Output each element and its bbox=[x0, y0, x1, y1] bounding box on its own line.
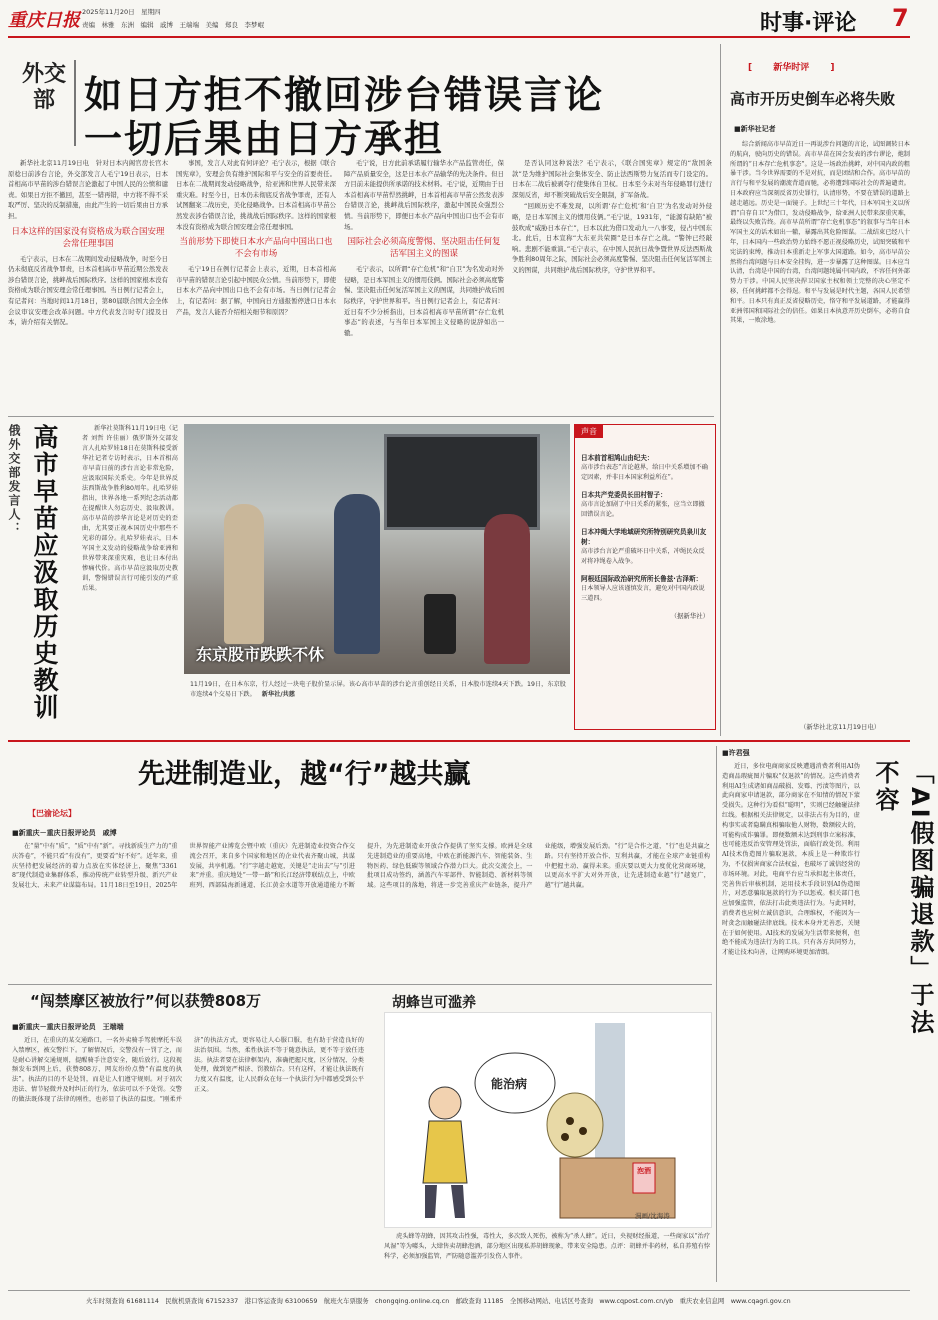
manufacturing-tag: 【巴渝论坛】 bbox=[28, 809, 76, 818]
photo-overlay-caption: 东京股市跌跌不休 bbox=[196, 645, 325, 664]
lead-col2b-para: 毛宁19日在例行记者会上表示，近期，日本首相高市早苗的错误言论引起中国民众公愤。当前形势下，即使日本水产品向中国出口也不会有市场。当日例行记者会上，有记者问：据了解，中国向日方通报暂停进口日本水产品，发言人能否介绍相关细节和原因？ bbox=[176, 265, 336, 316]
lead-col-3 bbox=[344, 158, 504, 410]
wasp-icon bbox=[566, 1117, 574, 1125]
masthead bbox=[0, 0, 918, 40]
kicker-bracket bbox=[68, 60, 76, 146]
fine-byline: ■新重庆－重庆日报评论员 王端端 bbox=[12, 1023, 124, 1031]
voice-item bbox=[581, 490, 709, 519]
lead-col-1 bbox=[8, 158, 168, 410]
lead-col1b-para: 毛宁表示，日本在二战期间发动侵略战争，时至今日仍未彻底反省战争罪责，日本首相高市早苗近期公然发表涉台错误言论，挑衅战后国际秩序。这样的国家根本没有资格成为联合国安理会常任理事国。当日例行记者会上，有记者问：当地时间11月18日，第80届联合国大会全体会议审议安理会改革问题。中方代表发言时专门提及日本，请介绍有关情况。 bbox=[8, 254, 168, 327]
lead-col3-subhead: 国际社会必须高度警惕、坚决阻击任何复活军国主义的图谋 bbox=[347, 237, 501, 260]
japan-body bbox=[82, 424, 178, 734]
photo-caption-text: 11月19日，在日本东京，行人经过一块电子股价显示屏。该心高市早苗的涉台论言重创经日关系，日本股市连续4天下跌。19日，东京股市连续4个交易日下跌。 bbox=[190, 681, 566, 698]
lead-col4-para: 是否认同这种说法？毛宁表示，《联合国宪章》规定的“敌国条款”是为维护国际社会集体安全、防止法西斯势力复活而专门设定的。日本在二战后被剥夺行使集体自卫权。日本至今未对当年侵略罪行进行深刻反省，却不断突破战后安全限制，扩军备战。 bbox=[512, 159, 712, 199]
sidebar-tag bbox=[748, 60, 835, 73]
lead-col-4 bbox=[512, 158, 712, 410]
date-line: 2025年11月20日 星期四 bbox=[82, 8, 161, 16]
bottom-section-rule bbox=[8, 984, 712, 985]
right-column-divider bbox=[716, 746, 717, 1282]
wasp-icon bbox=[561, 1133, 569, 1141]
mid-rule bbox=[8, 740, 910, 742]
sidebar-title: 高市开历史倒车必将失败 bbox=[730, 90, 896, 108]
ai-byline: ■许君强 bbox=[722, 749, 750, 757]
cartoon-caption-para: 虎头蜂等胡蜂，因其攻击性强，毒性大，多次致人死伤，被称为“杀人蜂”。近日，央视财经报道，一些商家以“治疗风湿”等为噱头，大肆售卖胡蜂泡酒，部分地区出现私养胡蜂现象，带来安全隐患。点评：胡蜂并非药材，私自养殖有悖科学，必须加强监管，严防随意滥养引发伤人事件。 bbox=[384, 1233, 710, 1260]
bracket-right-icon: ] bbox=[830, 63, 835, 73]
lead-col-2 bbox=[176, 158, 336, 410]
japan-vkicker: 俄外交部发言人： bbox=[7, 424, 21, 536]
wasp-jar bbox=[547, 1093, 603, 1157]
voices-list bbox=[581, 453, 709, 620]
lead-headline-2: 一切后果由日方承担 bbox=[84, 117, 445, 161]
lead-col1-para: 新华社北京11月19日电 针对日本内阁官房长官木原稔日前涉台言论，外交部发言人毛宁19日表示，日本首相高市早苗的涉台错误言论激起了中国人民的公愤和谴责。如果日方拒不撤回，甚至一错再错，中方将不得不采取严厉、坚决的反制措施，由此产生的一切后果由日方承担。 bbox=[8, 159, 168, 220]
photo-caption bbox=[190, 680, 566, 712]
voice-item bbox=[581, 527, 709, 566]
footer-rule bbox=[8, 1290, 910, 1291]
lead-col1-subhead: 日本这样的国家没有资格成为联合国安理会常任理事国 bbox=[11, 226, 165, 249]
lead-col3-para: 毛宁说，日方此前承诺履行输华水产品监管责任，保障产品质量安全，这是日本水产品输华的先决条件。但日方目前未能提供所承诺的技术材料。毛宁说，近期由于日本首相高市早苗悍然挑衅，日本首相高市早苗公然发表涉台错误言论，挑衅战后国际秩序，激起中国民众强烈公愤。当前形势下，即便日本水产品向中国出口也不会有市场。 bbox=[344, 159, 504, 231]
voices-box bbox=[574, 424, 716, 730]
lead-col2-para: 事国，发言人对此有何评论？毛宁表示，根据《联合国宪章》，安理会负有维护国际和平与安全的首要责任。日本在二战期间发动侵略战争，给亚洲和世界人民带来深重灾难。时至今日，日本仍未彻底反省战争罪责，还有人试图翻案二战历史，美化侵略战争。日本首相高市早苗公然发表涉台错误言论，挑战战后国际秩序。这样的国家根本没有资格成为联合国安理会常任理事国。 bbox=[176, 159, 336, 231]
cartoon-panel bbox=[384, 1012, 712, 1228]
wasp-icon bbox=[579, 1127, 587, 1135]
sidebar-byline: ■新华社记者 bbox=[734, 125, 776, 133]
footer-service-line: 火车时刻查询 61681114 民航机票查询 67152337 港口客运查询 63100659 航班火车票服务 chongqing.online.cq.cn 邮政查询 11185 全国移动网站、电话区号查询 www.cqpost.com.cn/yb 重庆农业信息网 www.cqagri.gov.cn bbox=[86, 1297, 791, 1305]
lead-col4b-para: “回顾历史不难发现，以所谓‘存亡危机’和‘自卫’为名发动对外侵略，是日本军国主义的惯用伎俩。”毛宁说，1931年，“能源有缺陷”被鼓吹成“威胁日本存亡”，日本以此为借口发动九一八事变，侵占中国东北。此后，日本宣称“大东亚共荣圈”是日本存亡之战。“警钟已经敲响。悲剧不能重演。”毛宁表示，在中国人民抗日战争暨世界反法西斯战争胜利80周年之际，国际社会必须高度警惕、坚决阻击任何复活军国主义的图谋，共同维护战后国际秩序，守护世界和平。 bbox=[512, 202, 712, 274]
page-number: 7 bbox=[892, 4, 909, 32]
voice-speaker: 阿根廷国际政治研究所所长鲁兹·古泽斯： bbox=[581, 575, 703, 583]
cartoon-caption bbox=[384, 1232, 710, 1280]
japan-para: 新华社莫斯科11月19日电（记者 刘哲 许佳丽）俄罗斯外交部发言人扎哈罗娃18日在莫斯科接受新华社记者专访时表示，日本首相高市早苗日前的涉台言论非常危险，应汲取国际关系史。今年是世界反法西斯战争胜利80周年。扎哈罗娃指出，世界各地一系列纪念活动都在提醒世人勿忘历史、汲取教训。高市早苗的涉华言论是对历史的歪曲，尤其要正视本国历史中那些不光彩的部分。扎哈罗娃表示，日本军国主义发动的侵略战争给亚洲和世界带来深重灾难，也让日本付出惨痛代价。高市早苗应汲取历史教训，警惕错误言行可能引发的严重后果。 bbox=[82, 425, 178, 592]
sidebar-dateline: （新华社北京11月19日电） bbox=[800, 723, 881, 731]
photo-pedestrian-3 bbox=[484, 514, 530, 664]
ai-vtitle: 「AI假图骗退款」于法不容 bbox=[871, 760, 934, 1037]
sidebar-divider bbox=[720, 44, 721, 736]
cartoon-title: 胡蜂岂可滥养 bbox=[392, 995, 476, 1011]
voice-quote: 高市言论加剧了中日关系的紧张，应当立即撤回错误言论。 bbox=[581, 501, 705, 518]
lead-col3b-para: 毛宁表示，以所谓“存亡危机”和“自卫”为名发动对外侵略，是日本军国主义的惯用伎俩。国际社会必须高度警惕、坚决阻击任何复活军国主义的图谋，共同维护战后国际秩序，守护世界和平。当日例行记者会上，有记者问：近日有不少分析指出，日本首相高市早苗所谓“存亡危机事态”的表述，与当年日本军国主义侵略的说辞如出一辙。 bbox=[344, 265, 504, 337]
voice-item bbox=[581, 574, 709, 603]
lead-headline-1: 如日方拒不撤回涉台错误言论 bbox=[84, 73, 605, 117]
manufacturing-body bbox=[12, 842, 710, 978]
fine-body bbox=[12, 1036, 364, 1278]
sidebar-tag-text: 新华时评 bbox=[773, 63, 810, 73]
sidebar-para: 综合新闻高市早苗近日一再说涉台问题的言论，试图调转日本的航向，驶向历史的错误。高市早苗在国会发表的涉台谬论，炮制所谓的“日本存亡危机事态”。这是一场政治挑衅，对中国内政的粗暴干涉。当今世界需要的不是对抗，而是团结和合作。高市早苗的言行与和平发展的潮流背道而驰，必将遭到国际社会的普遍谴责。日本政府应当深刻反省历史罪行，认清形势，不要在错误的道路上越走越远。历史是一面镜子。上世纪三十年代，日本军国主义以所谓“自存自卫”为借口，发动侵略战争，给亚洲人民带来深重灾难，最终以失败告终。高市早苗所谓“存亡危机事态”的叙事与当年日本军国主义的话术如出一辙，暴露出其危险图谋。二战结束已经八十年，日本国内一些政治势力始终不愿正视侵略历史，试图突破和平宪法的束缚，推动日本重新走上军事大国道路。如今，高市早苗公然将台湾问题与日本安全挂钩，进一步暴露了这种图谋。日本应当认清，台湾是中国的台湾，台湾问题纯属中国内政，不容任何外部势力干涉。中国人民坚决捍卫国家主权和领土完整的决心坚定不移，任何挑衅都不会得逞。和平与发展是时代主题，各国人民希望和平。日本只有真正反省侵略历史，恪守和平发展道路，才能赢得亚洲邻国和国际社会的信任。如果日本执意开历史倒车，必将自食其果，一败涂地。 bbox=[730, 141, 910, 325]
lead-kicker-text: 外交部 bbox=[22, 62, 67, 113]
lead-col2-subhead: 当前形势下即使日本水产品向中国出口也不会有市场 bbox=[179, 237, 333, 260]
shop-counter bbox=[560, 1158, 675, 1218]
news-photo bbox=[184, 424, 570, 674]
customer-head bbox=[429, 1087, 461, 1119]
lead-bottom-rule bbox=[8, 416, 714, 417]
cartoon-sign-text: 能治病 bbox=[491, 1077, 528, 1091]
ai-body bbox=[722, 762, 860, 1274]
fine-headline: “闯禁摩区被放行”何以获赞808万 bbox=[30, 992, 262, 1010]
photo-credit: 新华社/共慈 bbox=[261, 691, 295, 698]
photo-pedestrian-1 bbox=[224, 504, 264, 644]
cartoon-credit: 漫画/沈海涛 bbox=[635, 1212, 670, 1220]
newspaper-logo: 重庆日报 bbox=[8, 10, 80, 31]
customer-legs bbox=[425, 1185, 465, 1218]
manufacturing-headline: 先进制造业，越“行”越共赢 bbox=[138, 759, 471, 790]
fine-para: 近日，在重庆的某交通路口，一名外卖骑手驾驶摩托车误入禁摩区，被交警拦下。了解情况后，交警没有一罚了之，而是耐心讲解交通规则，提醒骑手注意安全，随后放行。这段视频发布到网上后，获赞808万，网友纷纷点赞“有温度的执法”。执法的目的不是处罚，而是让人们遵守规则。对于初次违法、情节轻微并及时纠正的行为，依法可以不予处罚。交警的做法既体现了法律的刚性，也彰显了执法的温度。“刚柔并济”的执法方式，更容易让人心服口服，也有助于营造良好的法治氛围。当然，柔性执法不等于随意执法，更不等于放任违法。执法者要在法律框架内，准确把握尺度，区分情况、分类处理，做到宽严相济、罚教结合。只有这样，才能让执法既有力度又有温度，让人民群众在每一个执法行为中都感受到公平正义。 bbox=[12, 1037, 364, 1103]
editor-line: 责编 林雅 东洲 编辑 戚博 王端端 美编 郑良 李梦岷 bbox=[82, 21, 264, 29]
voice-quote: 高市涉台表态“言论越界，给日中关系增加不确定因素，并非日本国家利益所在”。 bbox=[581, 464, 708, 481]
masthead-rule bbox=[8, 36, 910, 38]
voice-quote: 日本领导人应该谨慎发言，避免对中国内政说三道四。 bbox=[581, 585, 705, 602]
voice-speaker: 日本冲绳大学地域研究所特别研究员泉川友树： bbox=[581, 528, 707, 546]
section-title: 时事·评论 bbox=[760, 11, 857, 36]
cartoon-drawing bbox=[385, 1013, 711, 1227]
customer-body bbox=[423, 1121, 467, 1183]
sidebar-body bbox=[730, 140, 910, 718]
manufacturing-para: 在“量”中有“质”，“质”中有“新”。寻找新质生产力的“重庆答卷”，不能只看“有没有”，更要看“好不好”。近年来，重庆坚持把发展经济的着力点放在实体经济上，聚焦“33618”现代制造业集群体系，推动传统产业转型升级、新兴产业发展壮大、未来产业谋篇布局。11月18日至19日，2025年世界智能产业博览会暨中欧（重庆）先进制造业投资合作交流会召开，来自多个国家和地区的企业代表齐聚山城，共谋发展，共享机遇。“行”字越走越宽，关键是“走出去”与“引进来”并重。重庆地处“一带一路”和长江经济带联结点上，中欧班列、西部陆海新通道、长江黄金水道等开放通道能力不断提升，为先进制造业开放合作提供了坚实支撑。欧洲是全球先进制造业的重要高地，中欧在新能源汽车、智能装备、生物医药、绿色低碳等领域合作潜力巨大。此次交流会上，一批项目成功签约，涵盖汽车零部件、智能制造、新材料等领域。这些项目的落地，将进一步完善重庆产业链条，提升产业能级，增强发展后劲。“行”是合作之道，“行”也是共赢之路。只有坚持开放合作、互利共赢，才能在全球产业链重构中把握主动、赢得未来。重庆要以更大力度优化营商环境，以更高水平扩大对外开放，让先进制造业越“行”越宽广，越“行”越共赢。 bbox=[12, 843, 710, 890]
voice-quote: 高市涉台言论严重破坏日中关系，冲绳民众反对将冲绳卷入战争。 bbox=[581, 548, 705, 565]
japan-vtitle: 高市早苗应汲取历史教训 bbox=[30, 424, 59, 721]
photo-suitcase bbox=[424, 594, 456, 654]
voice-speaker: 日本前首相鸠山由纪夫： bbox=[581, 454, 654, 462]
cartoon-jar-text: 泡酒 bbox=[637, 1167, 651, 1175]
lead-kicker bbox=[22, 62, 66, 114]
voices-credit: （据新华社） bbox=[670, 612, 709, 620]
photo-pedestrian-2 bbox=[334, 494, 380, 654]
voices-tag: 声音 bbox=[575, 425, 603, 438]
ai-para: 近日，多位电商商家反映遭遇消费者利用AI伪造商品瑕疵图片骗取“仅退款”的情况。这些消费者利用AI生成诸如商品破损、发霉、污渍等图片，以此向商家申请退款，部分商家在不知情的情况下蒙受损失。这种行为看似“聪明”，实则已经触碰法律红线。根据相关法律规定，以非法占有为目的，虚构事实或者隐瞒真相骗取他人财物，数额较大的，可能构成诈骗罪。即便数额未达到刑事立案标准，也可能违反治安管理处罚法，面临行政处罚。利用AI技术伪造图片骗取退款，本质上是一种欺诈行为，不仅损害商家合法权益，也破坏了诚信经营的市场环境。对此，电商平台应当承担起主体责任，完善售后审核机制，运用技术手段识别AI伪造图片，对恶意骗取退款的行为予以惩戒。相关部门也应加强监管，依法打击此类违法行为。与此同时，消费者也应树立诚信意识，合理维权，不能因为一时贪念而触碰法律底线。技术本身并无善恶，关键在于如何使用。AI技术的发展为生活带来便利，但绝不能成为违法行为的工具。只有各方共同努力，才能让技术向善，让网购环境更加清朗。 bbox=[722, 763, 860, 957]
bracket-left-icon: [ bbox=[748, 63, 753, 73]
voice-item bbox=[581, 453, 709, 482]
manufacturing-byline: ■新重庆－重庆日报评论员 戚博 bbox=[12, 829, 117, 837]
voice-speaker: 日本共产党委员长田村智子： bbox=[581, 491, 667, 499]
